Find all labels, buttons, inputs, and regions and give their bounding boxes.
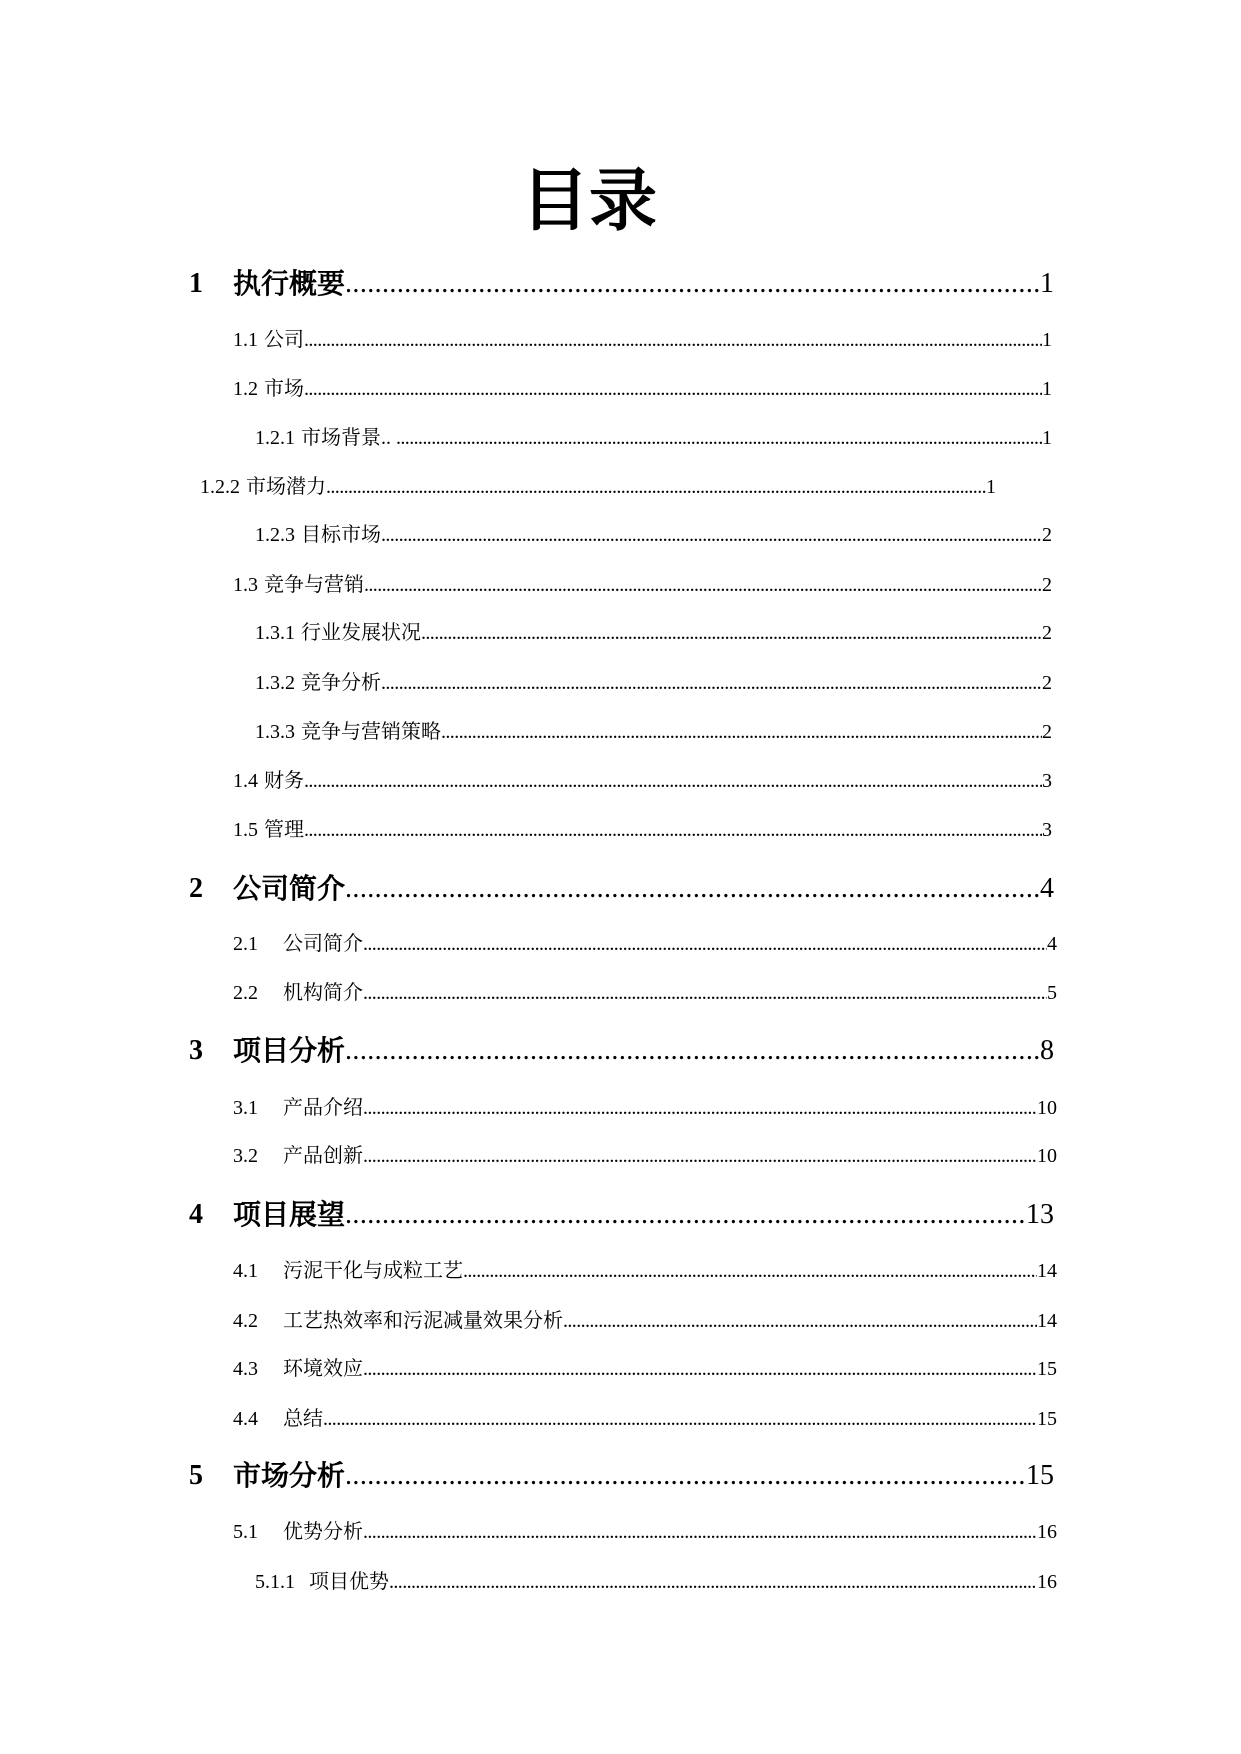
- toc-section-entry: [233, 816, 1052, 844]
- dot-leader: [381, 669, 1042, 697]
- toc-entry-title: 竞争与营销: [264, 574, 364, 596]
- toc-entry-page: 14: [1037, 1260, 1057, 1282]
- toc-entry-number: 4.3: [233, 1358, 258, 1380]
- toc-subsection-entry: [255, 1568, 1057, 1596]
- toc-entry-page: 1: [986, 476, 996, 498]
- toc-entry-number: 1: [189, 268, 203, 299]
- toc-entry-title: 产品创新: [283, 1145, 363, 1167]
- toc-entry-title: 市场分析: [233, 1460, 346, 1491]
- toc-entry-number: 1.3.1: [255, 622, 295, 644]
- toc-entry-title: 机构简介: [283, 982, 363, 1004]
- toc-entry-number: 2.1: [233, 933, 258, 955]
- toc-entry-page: 16: [1037, 1521, 1057, 1543]
- dot-leader: [389, 1568, 1037, 1596]
- toc-entry-title: 项目分析: [233, 1035, 346, 1066]
- toc-section-entry: [233, 571, 1052, 599]
- toc-section-entry: [233, 767, 1052, 795]
- toc-entry-title: 项目优势: [309, 1571, 389, 1593]
- dot-leader: [345, 265, 1040, 303]
- dot-leader: [363, 979, 1047, 1007]
- toc-entry-page: 15: [1026, 1460, 1054, 1491]
- toc-entry-page: 15: [1037, 1358, 1057, 1380]
- page-title: 目录: [521, 163, 658, 239]
- toc-section-entry: [233, 979, 1057, 1007]
- toc-section-entry: [233, 375, 1052, 403]
- toc-chapter-entry: [189, 1032, 1054, 1070]
- toc-subsection-entry: [255, 669, 1052, 697]
- toc-entry-page: 5: [1047, 982, 1057, 1004]
- dot-leader: [345, 1032, 1040, 1070]
- toc-entry-number: 1.5: [233, 819, 258, 841]
- dot-leader: [363, 1094, 1037, 1122]
- toc-entry-title: 污泥干化与成粒工艺: [283, 1260, 463, 1282]
- dot-leader: [345, 1196, 1026, 1234]
- toc-entry-number: 3.1: [233, 1097, 258, 1119]
- toc-entry-title: 公司简介: [283, 933, 363, 955]
- toc-subsection-entry: [255, 521, 1052, 549]
- dot-leader: [326, 473, 986, 501]
- toc-entry-title: 市场背景..: [301, 427, 391, 449]
- dot-leader: [421, 619, 1042, 647]
- dot-leader: [304, 375, 1042, 403]
- toc-section-entry: [233, 1094, 1057, 1122]
- toc-entry-number: 1.3.2: [255, 672, 295, 694]
- toc-entry-page: 10: [1037, 1145, 1057, 1167]
- dot-leader: [345, 870, 1040, 908]
- toc-chapter-entry: [189, 1196, 1054, 1234]
- dot-leader: [363, 930, 1047, 958]
- toc-entry-page: 2: [1042, 672, 1052, 694]
- toc-entry-page: 2: [1042, 574, 1052, 596]
- toc-subsection-entry: [255, 424, 1052, 452]
- toc-entry-number: 1.4: [233, 770, 258, 792]
- toc-section-entry: [233, 326, 1052, 354]
- toc-section-entry: [233, 1307, 1057, 1335]
- toc-entry-page: 1: [1042, 378, 1052, 400]
- toc-entry-number: 1.2.2: [200, 476, 240, 498]
- dot-leader: [363, 1518, 1037, 1546]
- toc-entry-page: 1: [1042, 329, 1052, 351]
- toc-entry-title: 工艺热效率和污泥减量效果分析: [283, 1310, 563, 1332]
- toc-entry-title: 公司: [264, 329, 304, 351]
- toc-entry-title: 目标市场: [301, 524, 381, 546]
- dot-leader: [345, 1457, 1026, 1495]
- toc-entry-title: 行业发展状况: [301, 622, 421, 644]
- toc-entry-number: 1.3: [233, 574, 258, 596]
- toc-subsection-entry: [255, 718, 1052, 746]
- toc-subsection-entry: [200, 473, 996, 501]
- dot-leader: [364, 571, 1042, 599]
- toc-entry-page: 4: [1040, 873, 1054, 904]
- toc-entry-number: 3: [189, 1035, 203, 1066]
- toc-entry-number: 4.2: [233, 1310, 258, 1332]
- toc-entry-number: 4.1: [233, 1260, 258, 1282]
- toc-entry-number: 5: [189, 1460, 203, 1491]
- toc-entry-title: 竞争与营销策略: [301, 721, 441, 743]
- toc-entry-page: 2: [1042, 622, 1052, 644]
- toc-entry-number: 2.2: [233, 982, 258, 1004]
- dot-leader: [304, 326, 1042, 354]
- toc-entry-page: 1: [1040, 268, 1054, 299]
- toc-entry-page: 2: [1042, 721, 1052, 743]
- toc-entry-page: 4: [1047, 933, 1057, 955]
- toc-subsection-entry: [255, 619, 1052, 647]
- toc-section-entry: [233, 1142, 1057, 1170]
- toc-entry-page: 13: [1026, 1199, 1054, 1230]
- toc-section-entry: [233, 1405, 1057, 1433]
- toc-entry-number: 4: [189, 1199, 203, 1230]
- toc-entry-title: 竞争分析: [301, 672, 381, 694]
- toc-entry-number: 5.1.1: [255, 1571, 295, 1593]
- toc-entry-page: 3: [1042, 770, 1052, 792]
- toc-entry-number: 4.4: [233, 1408, 258, 1430]
- toc-entry-page: 14: [1037, 1310, 1057, 1332]
- toc-section-entry: [233, 1518, 1057, 1546]
- toc-entry-page: 8: [1040, 1035, 1054, 1066]
- toc-section-entry: [233, 1257, 1057, 1285]
- toc-entry-number: 1.2: [233, 378, 258, 400]
- toc-entry-number: 1.2.1: [255, 427, 295, 449]
- toc-entry-title: 产品介绍: [283, 1097, 363, 1119]
- toc-entry-title: 市场潜力: [246, 476, 326, 498]
- toc-entry-page: 3: [1042, 819, 1052, 841]
- toc-chapter-entry: [189, 870, 1054, 908]
- dot-leader: [396, 424, 1042, 452]
- toc-entry-title: 市场: [264, 378, 304, 400]
- toc-entry-page: 10: [1037, 1097, 1057, 1119]
- toc-section-entry: [233, 1355, 1057, 1383]
- toc-entry-title: 执行概要: [233, 268, 346, 299]
- toc-entry-title: 优势分析: [283, 1521, 363, 1543]
- dot-leader: [441, 718, 1042, 746]
- toc-entry-title: 环境效应: [283, 1358, 363, 1380]
- toc-entry-number: 1.3.3: [255, 721, 295, 743]
- dot-leader: [563, 1307, 1037, 1335]
- toc-entry-title: 项目展望: [233, 1199, 346, 1230]
- dot-leader: [363, 1142, 1037, 1170]
- toc-entry-number: 5.1: [233, 1521, 258, 1543]
- toc-section-entry: [233, 930, 1057, 958]
- toc-entry-page: 1: [1042, 427, 1052, 449]
- toc-entry-number: 1.2.3: [255, 524, 295, 546]
- dot-leader: [363, 1355, 1037, 1383]
- dot-leader: [463, 1257, 1037, 1285]
- toc-chapter-entry: [189, 1457, 1054, 1495]
- toc-entry-page: 16: [1037, 1571, 1057, 1593]
- dot-leader: [304, 816, 1042, 844]
- toc-entry-title: 公司简介: [233, 873, 346, 904]
- dot-leader: [323, 1405, 1037, 1433]
- toc-chapter-entry: [189, 265, 1054, 303]
- toc-entry-number: 2: [189, 873, 203, 904]
- toc-entry-page: 15: [1037, 1408, 1057, 1430]
- toc-entry-number: 1.1: [233, 329, 258, 351]
- dot-leader: [304, 767, 1042, 795]
- dot-leader: [381, 521, 1042, 549]
- toc-entry-number: 3.2: [233, 1145, 258, 1167]
- toc-entry-title: 总结: [283, 1408, 323, 1430]
- toc-entry-title: 管理: [264, 819, 304, 841]
- toc-entry-title: 财务: [264, 770, 304, 792]
- toc-entry-page: 2: [1042, 524, 1052, 546]
